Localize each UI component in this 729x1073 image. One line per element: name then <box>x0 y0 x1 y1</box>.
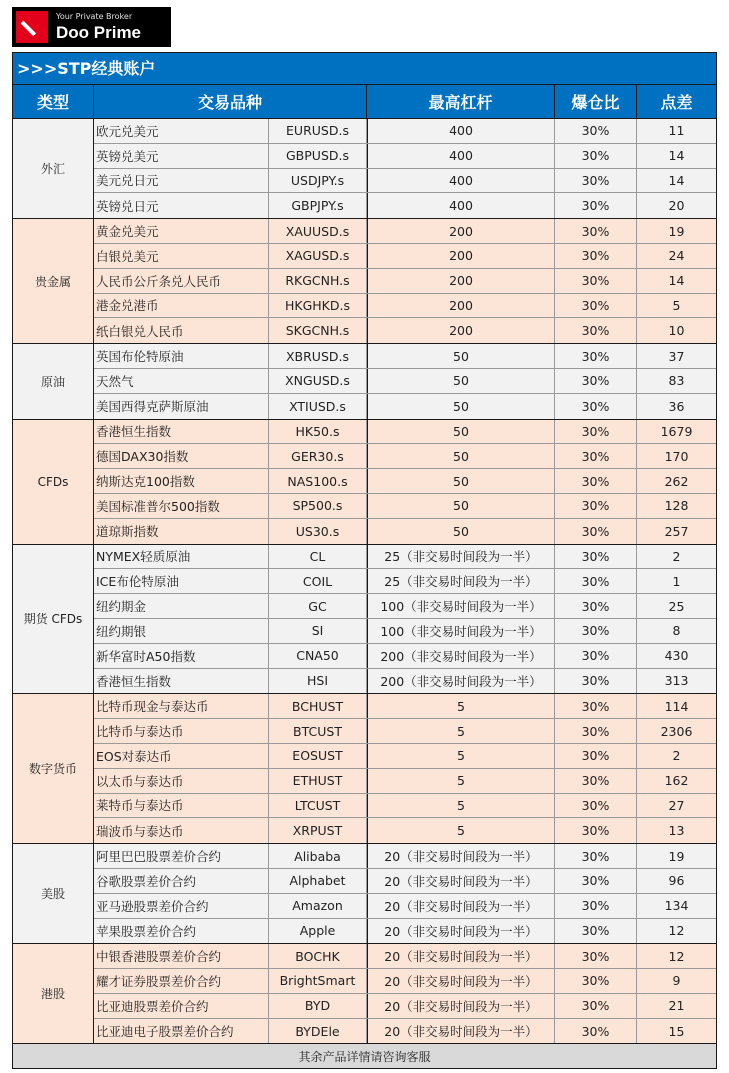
max-leverage: 50 <box>367 519 555 544</box>
symbol: EOSUST <box>269 744 367 768</box>
symbol: SKGCNH.s <box>269 318 367 343</box>
table-row <box>94 394 716 419</box>
max-leverage: 20（非交易时间段为一半） <box>367 944 555 968</box>
table-row <box>94 869 716 894</box>
symbol: BCHUST <box>269 694 367 718</box>
product-name: 纽约期金 <box>94 594 269 618</box>
symbol: Alphabet <box>269 869 367 893</box>
table-title: >>>STP经典账户 <box>13 53 716 85</box>
category-group <box>13 844 716 944</box>
logo-tagline: Your Private Broker <box>56 12 133 21</box>
max-leverage: 50 <box>367 394 555 419</box>
table-header <box>13 85 716 119</box>
account-table <box>12 52 717 1069</box>
max-leverage: 5 <box>367 744 555 768</box>
table-row <box>94 444 716 469</box>
spread-value: 162 <box>664 773 689 789</box>
max-leverage: 5 <box>367 794 555 818</box>
product-name: 英镑兑日元 <box>94 193 269 218</box>
spread-value: 13 <box>668 823 685 839</box>
stop-out-ratio: 30% <box>555 144 637 168</box>
category-label: 外汇 <box>13 119 94 218</box>
stop-out-ratio: 30% <box>555 318 637 343</box>
symbol: XTIUSD.s <box>269 394 367 419</box>
stop-out-ratio: 30% <box>555 969 637 993</box>
stop-out-ratio: 30% <box>555 119 637 143</box>
category-group <box>13 545 716 695</box>
max-leverage: 100（非交易时间段为一半） <box>367 619 555 643</box>
stop-out-ratio: 30% <box>555 545 637 569</box>
table-row <box>94 818 716 843</box>
max-leverage: 400 <box>367 119 555 143</box>
product-name: 比亚迪股票差价合约 <box>94 994 269 1018</box>
max-leverage: 20（非交易时间段为一半） <box>367 969 555 993</box>
spread-value: 12 <box>668 948 685 964</box>
symbol: XBRUSD.s <box>269 344 367 368</box>
max-leverage: 50 <box>367 469 555 493</box>
table-row <box>94 1019 716 1044</box>
stop-out-ratio: 30% <box>555 894 637 918</box>
max-leverage: 25（非交易时间段为一半） <box>367 545 555 569</box>
max-leverage: 200（非交易时间段为一半） <box>367 644 555 668</box>
product-name: 美国西得克萨斯原油 <box>94 394 269 419</box>
symbol: XAGUSD.s <box>269 244 367 268</box>
symbol: NAS100.s <box>269 469 367 493</box>
stop-out-ratio: 30% <box>555 469 637 493</box>
stop-out-ratio: 30% <box>555 244 637 268</box>
max-leverage: 25（非交易时间段为一半） <box>367 569 555 593</box>
stop-out-ratio: 30% <box>555 994 637 1018</box>
category-label: 原油 <box>13 344 94 418</box>
spread-value: 96 <box>668 873 685 889</box>
spread-value: 10 <box>668 323 685 339</box>
table-row <box>94 694 716 719</box>
table-row <box>94 594 716 619</box>
table-row <box>94 769 716 794</box>
stop-out-ratio: 30% <box>555 344 637 368</box>
symbol: GER30.s <box>269 444 367 468</box>
stop-out-ratio: 30% <box>555 919 637 944</box>
header-product: 交易品种 <box>94 85 367 118</box>
stop-out-ratio: 30% <box>555 444 637 468</box>
max-leverage: 200（非交易时间段为一半） <box>367 669 555 694</box>
product-name: 纸白银兑人民币 <box>94 318 269 343</box>
product-name: 港金兑港币 <box>94 294 269 318</box>
spread-value: 12 <box>668 923 685 939</box>
stop-out-ratio: 30% <box>555 569 637 593</box>
max-leverage: 50 <box>367 344 555 368</box>
stop-out-ratio: 30% <box>555 818 637 843</box>
max-leverage: 200 <box>367 269 555 293</box>
table-row <box>94 794 716 819</box>
product-name: 比特币与泰达币 <box>94 719 269 743</box>
max-leverage: 200 <box>367 219 555 243</box>
symbol: HSI <box>269 669 367 694</box>
symbol: HK50.s <box>269 420 367 444</box>
category-group <box>13 344 716 419</box>
category-label: 期货 CFDs <box>13 545 94 694</box>
spread-value: 128 <box>664 498 689 514</box>
product-name: 新华富时A50指数 <box>94 644 269 668</box>
product-name: 人民币公斤条兑人民币 <box>94 269 269 293</box>
spread-value: 2306 <box>660 723 693 739</box>
table-row <box>94 969 716 994</box>
symbol: Apple <box>269 919 367 944</box>
table-footer: 其余产品详情请咨询客服 <box>13 1044 716 1068</box>
product-name: 比特币现金与泰达币 <box>94 694 269 718</box>
category-group <box>13 694 716 844</box>
stop-out-ratio: 30% <box>555 794 637 818</box>
product-name: 香港恒生指数 <box>94 420 269 444</box>
spread-value: 36 <box>668 398 685 414</box>
max-leverage: 400 <box>367 144 555 168</box>
table-row <box>94 420 716 445</box>
product-name: 中银香港股票差价合约 <box>94 944 269 968</box>
doo-prime-logo <box>12 7 171 47</box>
table-row <box>94 244 716 269</box>
symbol: Amazon <box>269 894 367 918</box>
symbol: BOCHK <box>269 944 367 968</box>
product-name: 苹果股票差价合约 <box>94 919 269 944</box>
spread-value: 14 <box>668 148 685 164</box>
product-name: 美国标准普尔500指数 <box>94 494 269 518</box>
spread-value: 20 <box>668 198 685 214</box>
stop-out-ratio: 30% <box>555 269 637 293</box>
product-name: 德国DAX30指数 <box>94 444 269 468</box>
spread-value: 2 <box>672 748 681 764</box>
table-row <box>94 193 716 218</box>
spread-value: 262 <box>664 473 689 489</box>
product-name: 天然气 <box>94 369 269 393</box>
max-leverage: 200 <box>367 244 555 268</box>
symbol: BrightSmart <box>269 969 367 993</box>
logo-mark-icon <box>16 11 48 43</box>
product-name: 香港恒生指数 <box>94 669 269 694</box>
header-stop-out: 爆仓比 <box>555 85 637 118</box>
category-label: 贵金属 <box>13 219 94 343</box>
symbol: GBPJPY.s <box>269 193 367 218</box>
max-leverage: 20（非交易时间段为一半） <box>367 919 555 944</box>
symbol: BYD <box>269 994 367 1018</box>
table-row <box>94 119 716 144</box>
symbol: XAUUSD.s <box>269 219 367 243</box>
stop-out-ratio: 30% <box>555 169 637 193</box>
spread-value: 83 <box>668 373 685 389</box>
spread-value: 8 <box>672 623 681 639</box>
product-name: 欧元兑美元 <box>94 119 269 143</box>
product-name: 莱特币与泰达币 <box>94 794 269 818</box>
symbol: HKGHKD.s <box>269 294 367 318</box>
spread-value: 24 <box>668 248 685 264</box>
table-row <box>94 369 716 394</box>
table-row <box>94 894 716 919</box>
stop-out-ratio: 30% <box>555 769 637 793</box>
symbol: COIL <box>269 569 367 593</box>
table-row <box>94 644 716 669</box>
max-leverage: 5 <box>367 769 555 793</box>
max-leverage: 5 <box>367 719 555 743</box>
spread-value: 114 <box>664 698 689 714</box>
spread-value: 5 <box>672 297 681 313</box>
table-row <box>94 944 716 969</box>
max-leverage: 5 <box>367 818 555 843</box>
spread-value: 1 <box>672 573 681 589</box>
spread-value: 313 <box>664 673 689 689</box>
table-row <box>94 919 716 944</box>
stop-out-ratio: 30% <box>555 844 637 868</box>
product-name: 白银兑美元 <box>94 244 269 268</box>
stop-out-ratio: 30% <box>555 619 637 643</box>
stop-out-ratio: 30% <box>555 594 637 618</box>
symbol: XRPUST <box>269 818 367 843</box>
product-name: 以太币与泰达币 <box>94 769 269 793</box>
max-leverage: 400 <box>367 193 555 218</box>
stop-out-ratio: 30% <box>555 869 637 893</box>
product-name: 瑞波币与泰达币 <box>94 818 269 843</box>
symbol: CL <box>269 545 367 569</box>
stop-out-ratio: 30% <box>555 494 637 518</box>
max-leverage: 20（非交易时间段为一半） <box>367 894 555 918</box>
header-type: 类型 <box>13 85 94 118</box>
product-name: 黄金兑美元 <box>94 219 269 243</box>
category-label: CFDs <box>13 420 94 544</box>
table-row <box>94 569 716 594</box>
table-row <box>94 519 716 544</box>
symbol: SI <box>269 619 367 643</box>
category-label: 数字货币 <box>13 694 94 843</box>
symbol: USDJPY.s <box>269 169 367 193</box>
table-row <box>94 545 716 570</box>
symbol: LTCUST <box>269 794 367 818</box>
stop-out-ratio: 30% <box>555 694 637 718</box>
stop-out-ratio: 30% <box>555 669 637 694</box>
table-row <box>94 469 716 494</box>
spread-value: 257 <box>664 523 689 539</box>
table-row <box>94 219 716 244</box>
spread-value: 19 <box>668 223 685 239</box>
spread-value: 37 <box>668 348 685 364</box>
product-name: 亚马逊股票差价合约 <box>94 894 269 918</box>
table-row <box>94 719 716 744</box>
spread-value: 170 <box>664 448 689 464</box>
stop-out-ratio: 30% <box>555 744 637 768</box>
stop-out-ratio: 30% <box>555 193 637 218</box>
product-name: 英国布伦特原油 <box>94 344 269 368</box>
stop-out-ratio: 30% <box>555 369 637 393</box>
max-leverage: 20（非交易时间段为一半） <box>367 1019 555 1044</box>
spread-value: 15 <box>668 1023 685 1039</box>
max-leverage: 20（非交易时间段为一半） <box>367 994 555 1018</box>
spread-value: 2 <box>672 548 681 564</box>
spread-value: 11 <box>668 123 685 139</box>
symbol: BTCUST <box>269 719 367 743</box>
symbol: GC <box>269 594 367 618</box>
spread-value: 27 <box>668 797 685 813</box>
max-leverage: 20（非交易时间段为一半） <box>367 869 555 893</box>
product-name: 美元兑日元 <box>94 169 269 193</box>
logo-name: Doo Prime <box>56 23 142 42</box>
stop-out-ratio: 30% <box>555 944 637 968</box>
table-row <box>94 318 716 343</box>
max-leverage: 20（非交易时间段为一半） <box>367 844 555 868</box>
spread-value: 1679 <box>660 423 693 439</box>
symbol: RKGCNH.s <box>269 269 367 293</box>
header-leverage: 最高杠杆 <box>367 85 555 118</box>
category-group <box>13 944 716 1044</box>
max-leverage: 200 <box>367 318 555 343</box>
table-row <box>94 669 716 694</box>
stop-out-ratio: 30% <box>555 420 637 444</box>
stop-out-ratio: 30% <box>555 394 637 419</box>
table-row <box>94 169 716 194</box>
spread-value: 134 <box>664 898 689 914</box>
product-name: 道琼斯指数 <box>94 519 269 544</box>
symbol: SP500.s <box>269 494 367 518</box>
stop-out-ratio: 30% <box>555 519 637 544</box>
table-row <box>94 344 716 369</box>
symbol: Alibaba <box>269 844 367 868</box>
table-row <box>94 619 716 644</box>
stop-out-ratio: 30% <box>555 719 637 743</box>
table-row <box>94 994 716 1019</box>
table-row <box>94 494 716 519</box>
max-leverage: 400 <box>367 169 555 193</box>
table-row <box>94 294 716 319</box>
max-leverage: 5 <box>367 694 555 718</box>
header-spread: 点差 <box>660 93 693 112</box>
stop-out-ratio: 30% <box>555 1019 637 1044</box>
product-name: 比亚迪电子股票差价合约 <box>94 1019 269 1044</box>
stop-out-ratio: 30% <box>555 294 637 318</box>
product-name: 纽约期银 <box>94 619 269 643</box>
stop-out-ratio: 30% <box>555 644 637 668</box>
product-name: EOS对泰达币 <box>94 744 269 768</box>
category-label: 美股 <box>13 844 94 943</box>
max-leverage: 200 <box>367 294 555 318</box>
product-name: 耀才证券股票差价合约 <box>94 969 269 993</box>
max-leverage: 50 <box>367 444 555 468</box>
max-leverage: 50 <box>367 369 555 393</box>
max-leverage: 50 <box>367 494 555 518</box>
symbol: ETHUST <box>269 769 367 793</box>
stop-out-ratio: 30% <box>555 219 637 243</box>
symbol: XNGUSD.s <box>269 369 367 393</box>
category-group <box>13 119 716 219</box>
spread-value: 25 <box>668 598 685 614</box>
product-name: 阿里巴巴股票差价合约 <box>94 844 269 868</box>
max-leverage: 100（非交易时间段为一半） <box>367 594 555 618</box>
spread-value: 9 <box>672 973 681 989</box>
symbol: EURUSD.s <box>269 119 367 143</box>
category-group <box>13 420 716 545</box>
spread-value: 19 <box>668 848 685 864</box>
symbol: GBPUSD.s <box>269 144 367 168</box>
spread-value: 14 <box>668 273 685 289</box>
spread-value: 14 <box>668 172 685 188</box>
product-name: NYMEX轻质原油 <box>94 545 269 569</box>
product-name: ICE布伦特原油 <box>94 569 269 593</box>
product-name: 英镑兑美元 <box>94 144 269 168</box>
table-row <box>94 844 716 869</box>
product-name: 纳斯达克100指数 <box>94 469 269 493</box>
symbol: US30.s <box>269 519 367 544</box>
symbol: BYDEle <box>269 1019 367 1044</box>
symbol: CNA50 <box>269 644 367 668</box>
table-row <box>94 269 716 294</box>
category-label: 港股 <box>13 944 94 1043</box>
category-group <box>13 219 716 344</box>
product-name: 谷歌股票差价合约 <box>94 869 269 893</box>
spread-value: 21 <box>668 998 685 1014</box>
table-row <box>94 144 716 169</box>
table-row <box>94 744 716 769</box>
table-body <box>13 119 716 1044</box>
spread-value: 430 <box>664 648 689 664</box>
max-leverage: 50 <box>367 420 555 444</box>
